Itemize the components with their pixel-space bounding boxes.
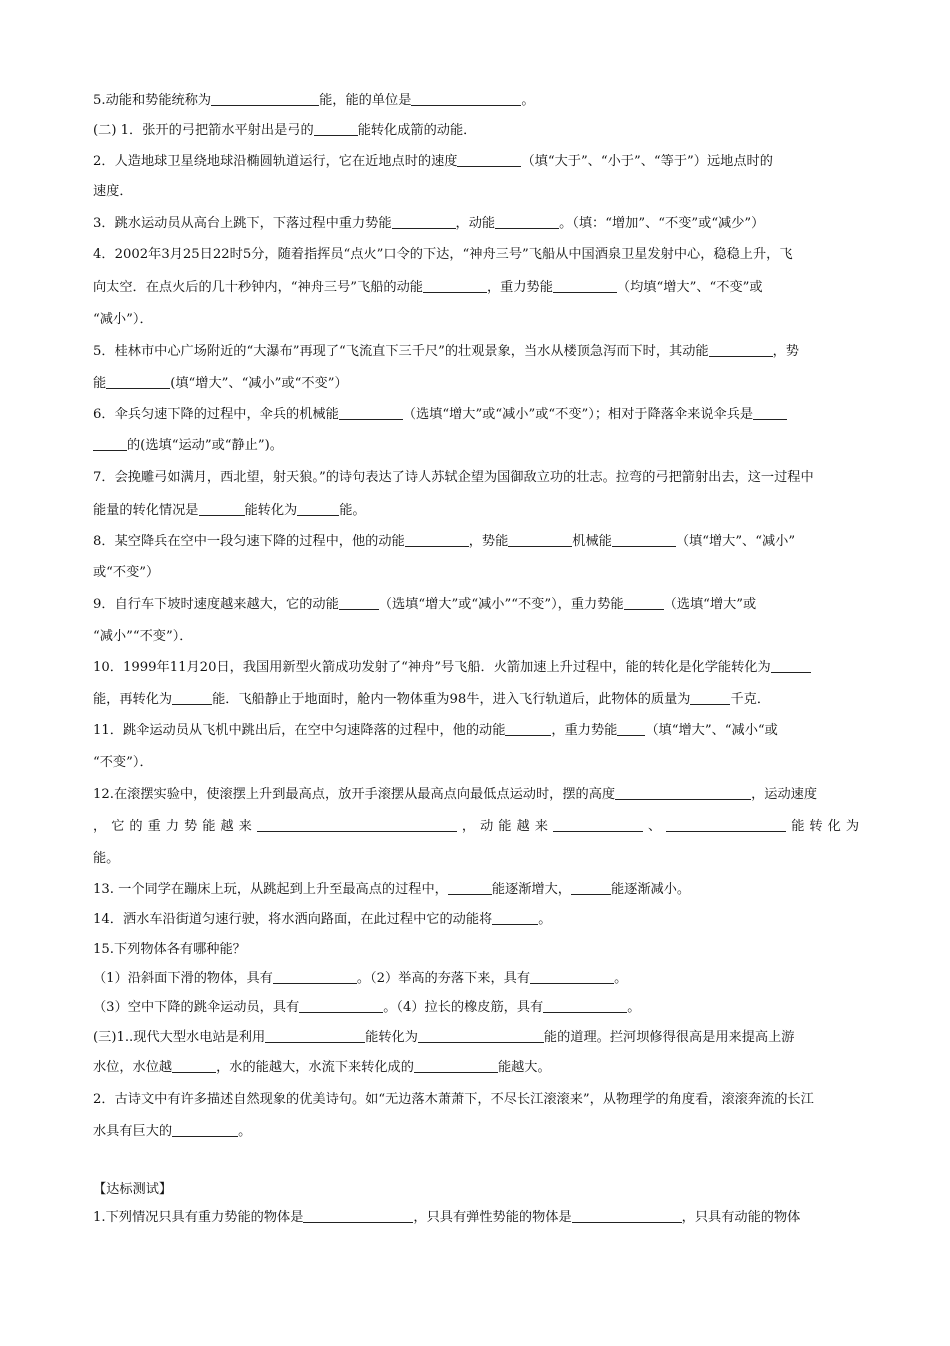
answer-blank[interactable] xyxy=(93,437,127,451)
answer-blank[interactable] xyxy=(753,406,787,420)
answer-blank[interactable] xyxy=(612,533,676,547)
question-line: 2．人造地球卫星绕地球沿椭圆轨道运行，它在近地点时的速度 （填“大于”、“小于”、“等于”）远地点时的 xyxy=(93,154,773,169)
question-line: 14．洒水车沿街道匀速行驶，将水洒向路面，在此过程中它的动能将 。 xyxy=(93,912,552,927)
answer-blank[interactable] xyxy=(771,659,811,673)
question-line: （1）沿斜面下滑的物体，具有 。（2）举高的夯落下来，具有 。 xyxy=(93,971,628,986)
question-line: 的(选填“运动”或“静止”)。 xyxy=(93,437,859,455)
question-line: 5.动能和势能统称为 能，能的单位是 。 xyxy=(93,93,535,108)
answer-blank[interactable] xyxy=(392,215,456,229)
answer-blank[interactable] xyxy=(624,596,664,610)
question-line: 11．跳伞运动员从飞机中跳出后，在空中匀速降落的过程中，他的动能 ，重力势能 （填“增大”、“减小“或 xyxy=(93,723,778,738)
question-line: 速度． xyxy=(93,184,133,199)
question-line: 9．自行车下坡时速度越来越大，它的动能 （选填“增大”或“减小”“不变”），重力势能 （选填“增大”或 xyxy=(93,597,757,612)
answer-blank[interactable] xyxy=(617,722,645,736)
answer-blank[interactable] xyxy=(172,1123,238,1137)
question-line: (三)1..现代大型水电站是利用 能转化为 能的道理。拦河坝修得很高是用来提高上游 xyxy=(93,1030,795,1045)
answer-blank[interactable] xyxy=(423,279,487,293)
answer-blank[interactable] xyxy=(297,502,339,516)
question-line: “不变”）． xyxy=(93,755,153,770)
answer-blank[interactable] xyxy=(211,92,319,106)
answer-blank[interactable] xyxy=(273,970,357,984)
question-line: (二) 1．张开的弓把箭水平射出是弓的 能转化成箭的动能． xyxy=(93,123,477,138)
answer-blank[interactable] xyxy=(572,1209,682,1223)
question-line: 12.在滚摆实验中，使滚摆上升到最高点，放开手滚摆从最高点向最低点运动时，摆的高度 ，运动速度 xyxy=(93,787,818,802)
question-line: 能。 xyxy=(93,851,120,866)
answer-blank[interactable] xyxy=(199,502,245,516)
answer-blank[interactable] xyxy=(505,722,551,736)
answer-blank[interactable] xyxy=(299,999,383,1013)
answer-blank[interactable] xyxy=(172,691,212,705)
answer-blank[interactable] xyxy=(257,818,457,832)
answer-blank[interactable] xyxy=(709,343,773,357)
question-line: “减小”）． xyxy=(93,312,153,327)
question-line: 能量的转化情况是 能转化为 能。 xyxy=(93,503,366,518)
question-line: 7．会挽雕弓如满月，西北望，射天狼。”的诗句表达了诗人苏轼企望为国御敌立功的壮志。拉弯的弓把箭射出去，这一过程中 xyxy=(93,470,814,485)
answer-blank[interactable] xyxy=(530,970,614,984)
answer-blank[interactable] xyxy=(418,1029,544,1043)
question-line: 能，再转化为 能．飞船静止于地面时，舱内一物体重为98牛，进入飞行轨道后，此物体的质量为 千克． xyxy=(93,692,771,707)
answer-blank[interactable] xyxy=(314,122,358,136)
answer-blank[interactable] xyxy=(508,533,572,547)
question-line: “减小”“不变”）． xyxy=(93,629,193,644)
question-line: 能 (填“增大”、“减小”或“不变”） xyxy=(93,376,348,391)
answer-blank[interactable] xyxy=(414,1059,498,1073)
question-line: 6．伞兵匀速下降的过程中，伞兵的机械能 （选填“增大”或“减小”或“不变”）；相对于降落伞来说伞兵是 xyxy=(93,406,859,424)
question-line: ，它的重力势能越来 ，动能越来 、 能转化为 xyxy=(93,819,860,834)
answer-blank[interactable] xyxy=(666,818,786,832)
question-line: 1.下列情况只具有重力势能的物体是 ，只具有弹性势能的物体是 ，只具有动能的物体 xyxy=(93,1210,801,1225)
answer-blank[interactable] xyxy=(553,818,643,832)
answer-blank[interactable] xyxy=(615,786,751,800)
question-line: 8．某空降兵在空中一段匀速下降的过程中，他的动能 ，势能 机械能 （填“增大”、“减小” xyxy=(93,534,796,549)
answer-blank[interactable] xyxy=(339,596,379,610)
question-line: 5．桂林市中心广场附近的“大瀑布”再现了“飞流直下三千尺”的壮观景象，当水从楼顶急泻而下时，其动能 ，势 xyxy=(93,344,799,359)
answer-blank[interactable] xyxy=(405,533,469,547)
answer-blank[interactable] xyxy=(492,911,538,925)
answer-blank[interactable] xyxy=(303,1209,413,1223)
answer-blank[interactable] xyxy=(339,406,403,420)
section-heading: 【达标测试】 xyxy=(93,1182,173,1197)
answer-blank[interactable] xyxy=(553,279,617,293)
question-line: （3）空中下降的跳伞运动员，具有 。（4）拉长的橡皮筋，具有 。 xyxy=(93,1000,641,1015)
answer-blank[interactable] xyxy=(265,1029,365,1043)
question-line: 15.下列物体各有哪种能？ xyxy=(93,942,246,957)
answer-blank[interactable] xyxy=(411,92,521,106)
answer-blank[interactable] xyxy=(448,881,492,895)
answer-blank[interactable] xyxy=(106,375,170,389)
question-line: 向太空．在点火后的几十秒钟内，“神舟三号”飞船的动能 ，重力势能 （均填“增大”、“不变”或 xyxy=(93,280,763,295)
question-line: 2．古诗文中有许多描述自然现象的优美诗句。如“无边落木萧萧下，不尽长江滚滚来”，从物理学的角度看，滚滚奔流的长江 xyxy=(93,1092,814,1107)
question-line: 3．跳水运动员从高台上跳下，下落过程中重力势能 ，动能 。（填：“增加”、“不变”或“减少”） xyxy=(93,216,765,231)
answer-blank[interactable] xyxy=(172,1059,216,1073)
answer-blank[interactable] xyxy=(690,691,730,705)
question-line: 水具有巨大的 。 xyxy=(93,1124,252,1139)
answer-blank[interactable] xyxy=(571,881,611,895)
answer-blank[interactable] xyxy=(457,153,521,167)
question-line: 或“不变”） xyxy=(93,565,160,580)
answer-blank[interactable] xyxy=(543,999,627,1013)
question-line: 水位，水位越 ，水的能越大，水流下来转化成的 能越大。 xyxy=(93,1060,551,1075)
question-line: 10．1999年11月20日，我国用新型火箭成功发射了“神舟”号飞船．火箭加速上升过程中，能的转化是化学能转化为 xyxy=(93,659,859,677)
question-line: 4．2002年3月25日22时5分，随着指挥员“点火”口令的下达，“神舟三号”飞船从中国酒泉卫星发射中心，稳稳上升，飞 xyxy=(93,247,793,262)
answer-blank[interactable] xyxy=(495,215,559,229)
question-line: 13. 一个同学在蹦床上玩，从跳起到上升至最高点的过程中， 能逐渐增大， 能逐渐减小。 xyxy=(93,882,691,897)
